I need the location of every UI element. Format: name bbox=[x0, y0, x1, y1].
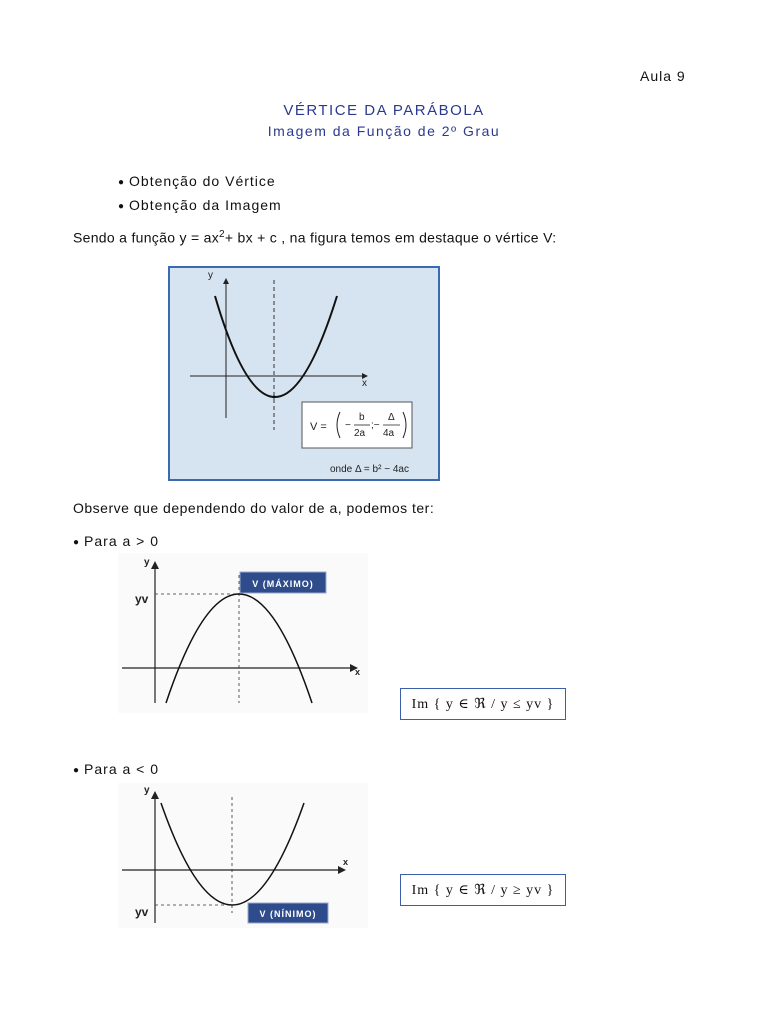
x-axis-label: x bbox=[362, 378, 367, 389]
delta-denominator: 4a bbox=[383, 428, 395, 439]
vertex-figure bbox=[168, 266, 440, 481]
yv-label: yv bbox=[135, 592, 149, 606]
intro-text-after: + bx + c , na figura temos em destaque o vértice V: bbox=[224, 229, 557, 246]
parabola-curve bbox=[215, 296, 337, 397]
intro-paragraph bbox=[73, 229, 556, 246]
intro-exponent: 2 bbox=[219, 229, 225, 240]
bullet-icon: ● bbox=[73, 765, 81, 776]
b-denominator: 2a bbox=[354, 428, 366, 439]
topic-label: Obtenção do Vértice bbox=[129, 173, 276, 189]
topic-label: Obtenção da Imagem bbox=[129, 197, 282, 213]
page-subtitle: Imagem da Função de 2º Grau bbox=[267, 123, 501, 139]
x-axis-label: x bbox=[355, 667, 361, 677]
vertex-graph bbox=[170, 268, 438, 479]
topic-item bbox=[118, 197, 282, 213]
b-numerator: b bbox=[359, 412, 365, 423]
case-min-label: Para a < 0 bbox=[84, 761, 160, 777]
page-title: VÉRTICE DA PARÁBOLA bbox=[283, 102, 485, 119]
y-axis-label: y bbox=[144, 557, 150, 568]
max-vertex-badge-label: V (MÁXIMO) bbox=[252, 579, 314, 589]
observation-text: Observe que dependendo do valor de a, podemos ter: bbox=[73, 500, 435, 516]
bullet-icon: ● bbox=[118, 201, 126, 212]
case-max-label: Para a > 0 bbox=[84, 533, 160, 549]
y-axis-label: y bbox=[208, 270, 213, 281]
intro-text-before: Sendo a função y = ax bbox=[73, 229, 220, 246]
y-axis-label: y bbox=[144, 785, 150, 796]
delta-definition: onde Δ = b² − 4ac bbox=[330, 464, 409, 475]
case-min-heading bbox=[73, 761, 159, 777]
delta-numerator: Δ bbox=[388, 412, 395, 423]
lesson-number: Aula 9 bbox=[640, 68, 686, 84]
vertex-formula-prefix: V = bbox=[310, 421, 327, 433]
case-max-heading bbox=[73, 533, 159, 549]
image-set-min: Im { y ∈ ℜ / y ≥ yv } bbox=[400, 874, 566, 906]
bullet-icon: ● bbox=[73, 537, 81, 548]
x-axis-label: x bbox=[343, 857, 349, 867]
bullet-icon: ● bbox=[118, 177, 126, 188]
min-graph bbox=[118, 783, 368, 928]
image-set-max: Im { y ∈ ℜ / y ≤ yv } bbox=[400, 688, 566, 720]
topic-item bbox=[118, 173, 276, 189]
y-axis-arrow bbox=[223, 278, 229, 284]
vertex-point bbox=[273, 396, 276, 399]
yv-label: yv bbox=[135, 905, 149, 919]
max-graph bbox=[118, 553, 368, 713]
svg-text:−: − bbox=[345, 420, 351, 431]
svg-text:;−: ;− bbox=[371, 420, 380, 431]
min-vertex-badge-label: V (NÍNIMO) bbox=[259, 909, 317, 919]
